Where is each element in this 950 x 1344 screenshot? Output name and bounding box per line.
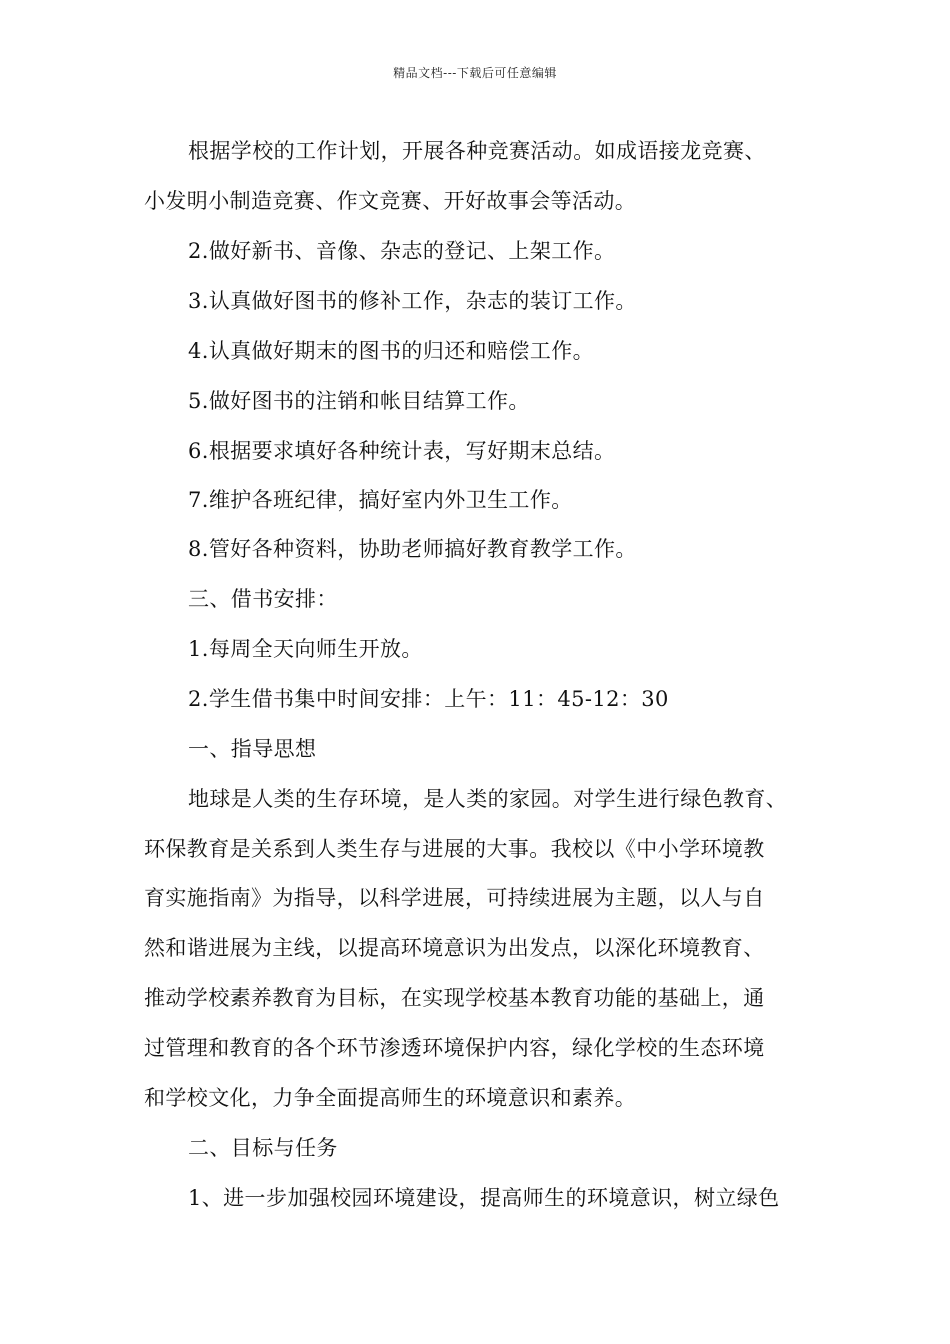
section-heading: 二、目标与任务: [188, 1136, 338, 1160]
list-item: 3.认真做好图书的修补工作，杂志的装订工作。: [188, 289, 637, 313]
body-line: 小发明小制造竞赛、作文竞赛、开好故事会等活动。: [144, 189, 637, 213]
section-heading: 一、指导思想: [188, 737, 317, 761]
section-heading: 三、借书安排：: [188, 587, 338, 611]
body-line: 环保教育是关系到人类生存与进展的大事。我校以《中小学环境教: [144, 837, 765, 861]
body-line: 推动学校素养教育为目标，在实现学校基本教育功能的基础上，通: [144, 986, 765, 1010]
list-item: 4.认真做好期末的图书的归还和赔偿工作。: [188, 339, 595, 363]
list-item: 2.做好新书、音像、杂志的登记、上架工作。: [188, 239, 616, 263]
list-item: 5.做好图书的注销和帐目结算工作。: [188, 389, 530, 413]
list-item: 8.管好各种资料，协助老师搞好教育教学工作。: [188, 537, 637, 561]
body-line: 根据学校的工作计划，开展各种竞赛活动。如成语接龙竞赛、: [188, 139, 766, 163]
body-line: 1、进一步加强校园环境建设，提高师生的环境意识，树立绿色: [188, 1186, 780, 1210]
page-header: 精品文档---下载后可任意编辑: [393, 66, 557, 80]
body-line: 过管理和教育的各个环节渗透环境保护内容，绿化学校的生态环境: [144, 1036, 765, 1060]
body-line: 和学校文化，力争全面提高师生的环境意识和素养。: [144, 1086, 637, 1110]
body-line: 地球是人类的生存环境，是人类的家园。对学生进行绿色教育、: [188, 787, 788, 811]
body-line: 然和谐进展为主线，以提高环境意识为出发点，以深化环境教育、: [144, 936, 765, 960]
list-item: 2.学生借书集中时间安排：上午：11：45-12：30: [188, 687, 669, 711]
list-item: 6.根据要求填好各种统计表，写好期末总结。: [188, 439, 616, 463]
list-item: 7.维护各班纪律，搞好室内外卫生工作。: [188, 488, 573, 512]
list-item: 1.每周全天向师生开放。: [188, 637, 423, 661]
body-line: 育实施指南》为指导，以科学进展，可持续进展为主题，以人与自: [144, 886, 765, 910]
